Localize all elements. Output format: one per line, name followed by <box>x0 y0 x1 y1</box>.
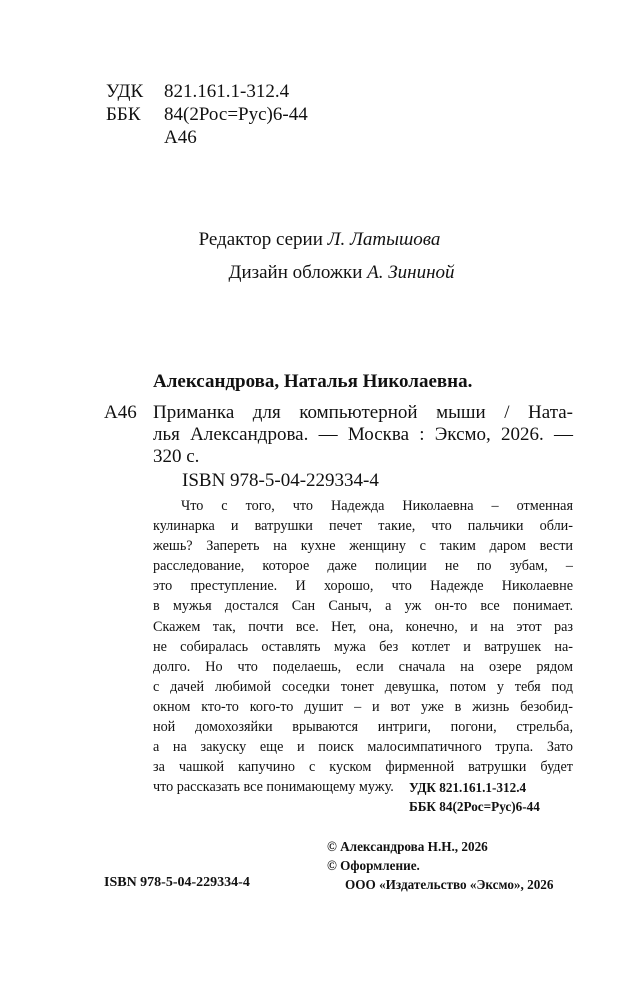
annotation <box>153 496 573 797</box>
bbk-value: 84(2Рос=Рус)6-44 <box>164 104 308 125</box>
bib-line: лья Александрова. — Москва : Эксмо, 2026. — <box>153 424 573 445</box>
editor-name: Л. Латышова <box>327 229 441 250</box>
author-mark: А46 <box>164 127 197 148</box>
copyright-block <box>327 837 554 894</box>
copyright-design: © Оформление. <box>327 858 420 873</box>
annotation-line: окном кто-то кого-то душит – и вот уже в жизнь безобид- <box>153 698 573 715</box>
bib-description <box>153 402 573 468</box>
copyright-publisher: ООО «Издательство «Эксмо», 2026 <box>345 877 554 892</box>
bottom-classification <box>409 778 540 816</box>
bib-line: 320 с. <box>153 446 200 467</box>
series-editor-credit <box>0 229 639 251</box>
annotation-line: это преступление. И хорошо, что Надежде Николаевне <box>153 578 573 595</box>
footer-isbn: ISBN 978-5-04-229334-4 <box>104 875 250 890</box>
annotation-line: не собиралась оставлять мужа без котлет и ватрушек на- <box>153 638 573 655</box>
annotation-line: ной домохозяйки врываются интриги, погони, стрельба, <box>153 719 573 736</box>
design-label: Дизайн обложки <box>228 262 363 283</box>
classification-block <box>106 80 308 149</box>
design-name: А. Зининой <box>367 262 455 283</box>
bib-author: Александрова, Наталья Николаевна. <box>153 371 473 392</box>
annotation-line: долго. Но что поделаешь, если сначала на озере рядом <box>153 658 573 675</box>
bbk-label: ББК <box>106 104 141 125</box>
udk-row <box>106 80 308 103</box>
author-mark-row <box>106 126 308 149</box>
bib-isbn: ISBN 978-5-04-229334-4 <box>182 470 379 491</box>
annotation-line: а на закуску еще и поиск малосимпатичного трупа. Зато <box>153 739 573 756</box>
bottom-bbk: ББК 84(2Рос=Рус)6-44 <box>409 799 540 814</box>
bbk-row <box>106 103 308 126</box>
annotation-line: Скажем так, почти все. Нет, она, конечно, и на этот раз <box>153 618 573 635</box>
annotation-line: кулинарка и ватрушки печет такие, что пальчики обли- <box>153 518 573 535</box>
annotation-line: в мужья достался Сан Саныч, а уж он-то все понимает. <box>153 598 573 615</box>
annotation-line: с дачей любимой соседки тонет девушка, потом у тебя под <box>153 678 573 695</box>
annotation-line: расследование, которое даже полиции не по зубам, – <box>153 558 573 575</box>
cover-design-credit <box>22 262 639 284</box>
annotation-line: что рассказать все понимающему мужу. <box>153 779 394 796</box>
copyright-author: © Александрова Н.Н., 2026 <box>327 839 488 854</box>
annotation-line: жешь? Запереть на кухне женщину с таким даром вести <box>153 538 573 555</box>
annotation-line: за чашкой капучино с куском фирменной ватрушки будет <box>153 759 573 776</box>
udk-value: 821.161.1-312.4 <box>164 81 290 102</box>
editor-label: Редактор серии <box>198 229 323 250</box>
bib-line: Приманка для компьютерной мыши / Ната- <box>153 402 573 423</box>
bib-author-code: А46 <box>104 402 137 423</box>
bottom-udk: УДК 821.161.1-312.4 <box>409 780 527 795</box>
annotation-line: Что с того, что Надежда Николаевна – отменная <box>181 498 573 514</box>
udk-label: УДК <box>106 81 144 102</box>
